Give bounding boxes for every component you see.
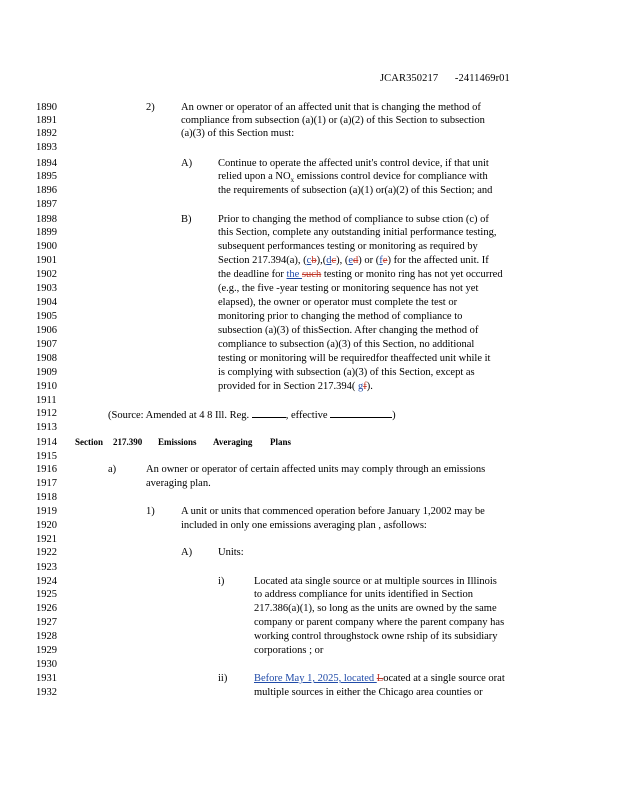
inserted-text: Before May 1, 2025, located	[254, 673, 377, 684]
line-number: 1913	[36, 422, 57, 433]
deleted-text: c	[331, 255, 337, 266]
line-number: 1910	[36, 381, 57, 392]
body-line: multiple sources in either the Chicago area counties or	[254, 687, 483, 698]
paragraph-label: A)	[181, 158, 193, 169]
body-line: (e.g., the five -year testing or monitoring sequence has not yet	[218, 283, 479, 294]
body-line: is complying with subsection (a)(3) of this Section, except as	[218, 367, 475, 378]
body-line: averaging plan.	[146, 478, 211, 489]
line-number: 1928	[36, 631, 57, 642]
paragraph-label: B)	[181, 214, 192, 225]
body-line: monitoring prior to changing the method of compliance to	[218, 311, 463, 322]
body-line: elapsed), the owner or operator must complete the test or	[218, 297, 458, 308]
line-number: 1926	[36, 603, 57, 614]
body-line: Prior to changing the method of compliance to subse ction (c) of	[218, 214, 489, 225]
body-line: provided for in Section 217.394( gf).	[218, 381, 373, 392]
line-number: 1908	[36, 353, 57, 364]
deleted-text: b	[311, 255, 317, 266]
line-number: 1925	[36, 589, 57, 600]
line-number: 1917	[36, 478, 57, 489]
line-number: 1919	[36, 506, 57, 517]
section-heading-word: Averaging	[213, 437, 253, 447]
inserted-text: f	[379, 255, 383, 266]
body-line: A unit or units that commenced operation before January 1,2002 may be	[181, 506, 485, 517]
inserted-text: g	[357, 381, 364, 392]
line-number: 1898	[36, 214, 57, 225]
line-number: 1916	[36, 464, 57, 475]
body-line: to address compliance for units identified in Section	[254, 589, 473, 600]
line-number: 1912	[36, 408, 57, 419]
line-number: 1895	[36, 171, 57, 182]
inserted-text: d	[326, 255, 332, 266]
line-number: 1902	[36, 269, 57, 280]
body-line: relied upon a $NO_x$ emissions control device for compliance with	[218, 171, 488, 185]
body-line: included in only one emissions averaging plan , asfollows:	[181, 520, 427, 531]
deleted-text: L	[376, 673, 384, 684]
body-line: subsection (a)(3) of thisSection. After changing the method of	[218, 325, 479, 336]
body-line: compliance to subsection (a)(3) of this Section, no additional	[218, 339, 475, 350]
body-line: An owner or operator of an affected unit that is changing the method of	[181, 102, 481, 113]
doc-id: JCAR350217	[380, 73, 439, 84]
line-number: 1899	[36, 227, 57, 238]
line-number: 1901	[36, 255, 57, 266]
line-number: 1897	[36, 199, 57, 210]
section-heading-label: Section	[75, 437, 103, 447]
body-line: Units:	[218, 547, 244, 558]
body-line: working control throughstock owne rship of its subsidiary	[254, 631, 498, 642]
line-number: 1903	[36, 283, 57, 294]
line-number: 1923	[36, 562, 57, 573]
line-number: 1929	[36, 645, 57, 656]
deleted-text: such	[301, 269, 322, 280]
paragraph-label: A)	[181, 547, 193, 558]
line-number: 1892	[36, 128, 57, 139]
line-number: 1907	[36, 339, 57, 350]
body-line: company or parent company where the parent company has	[254, 617, 505, 628]
line-number: 1924	[36, 576, 57, 587]
body-line: compliance from subsection (a)(1) or (a)(2) of this Section to subsection	[181, 115, 485, 126]
line-number: 1931	[36, 673, 57, 684]
line-number: 1906	[36, 325, 57, 336]
body-line: the deadline for the such testing or monito ring has not yet occurred	[218, 269, 503, 280]
line-number: 1909	[36, 367, 57, 378]
line-number: 1927	[36, 617, 57, 628]
line-number: 1914	[36, 437, 57, 448]
deleted-text: d	[353, 255, 359, 266]
line-number: 1918	[36, 492, 57, 503]
section-heading-number: 217.390	[113, 437, 143, 447]
line-number: 1904	[36, 297, 57, 308]
body-line: this Section, complete any outstanding initial performance testing,	[218, 227, 497, 238]
paragraph-label: a)	[108, 464, 117, 475]
body-line: Located ata single source or at multiple sources in Illinois	[254, 576, 497, 587]
line-number: 1911	[36, 395, 57, 406]
paragraph-label: ii)	[218, 673, 228, 684]
body-line: corporations ; or	[254, 645, 324, 656]
paragraph-label: i)	[218, 576, 225, 587]
body-line: 217.386(a)(1), so long as the units are owned by the same	[254, 603, 497, 614]
source-note: (Source: Amended at 4 8 Ill. Reg. , effective )	[108, 407, 396, 422]
inserted-text: the	[286, 269, 302, 280]
inserted-text: e	[348, 255, 354, 266]
line-number: 1894	[36, 158, 57, 169]
inserted-text: c	[306, 255, 312, 266]
section-heading-word: Emissions	[158, 437, 197, 447]
line-number: 1893	[36, 142, 57, 153]
line-number: 1922	[36, 547, 57, 558]
line-number: 1932	[36, 687, 57, 698]
body-line: Before May 1, 2025, located Located at a single source orat	[254, 673, 505, 684]
paragraph-label: 1)	[146, 506, 155, 517]
deleted-text: e	[382, 255, 388, 266]
line-number: 1930	[36, 659, 57, 670]
section-heading-word: Plans	[270, 437, 292, 447]
line-number: 1915	[36, 451, 57, 462]
deleted-text: f	[363, 381, 367, 392]
body-line: Section 217.394(a), (cb),(dc), (ed) or (fe) for the affected unit. If	[218, 255, 489, 266]
body-line: testing or monitoring will be requiredfor theaffected unit while it	[218, 353, 491, 364]
body-line: (a)(3) of this Section must:	[181, 128, 295, 139]
line-number: 1891	[36, 115, 57, 126]
line-number: 1920	[36, 520, 57, 531]
line-number: 1905	[36, 311, 57, 322]
line-number: 1890	[36, 102, 57, 113]
line-number: 1921	[36, 534, 57, 545]
document-header	[380, 73, 510, 84]
body-line: the requirements of subsection (a)(1) or(a)(2) of this Section; and	[218, 185, 493, 196]
body-line: subsequent performances testing or monitoring as required by	[218, 241, 478, 252]
revision: -2411469r01	[454, 73, 510, 84]
line-number: 1900	[36, 241, 57, 252]
body-line: Continue to operate the affected unit's control device, if that unit	[218, 158, 489, 169]
line-number: 1896	[36, 185, 57, 196]
paragraph-label: 2)	[146, 102, 155, 113]
body-line: An owner or operator of certain affected units may comply through an emissions	[146, 464, 486, 475]
